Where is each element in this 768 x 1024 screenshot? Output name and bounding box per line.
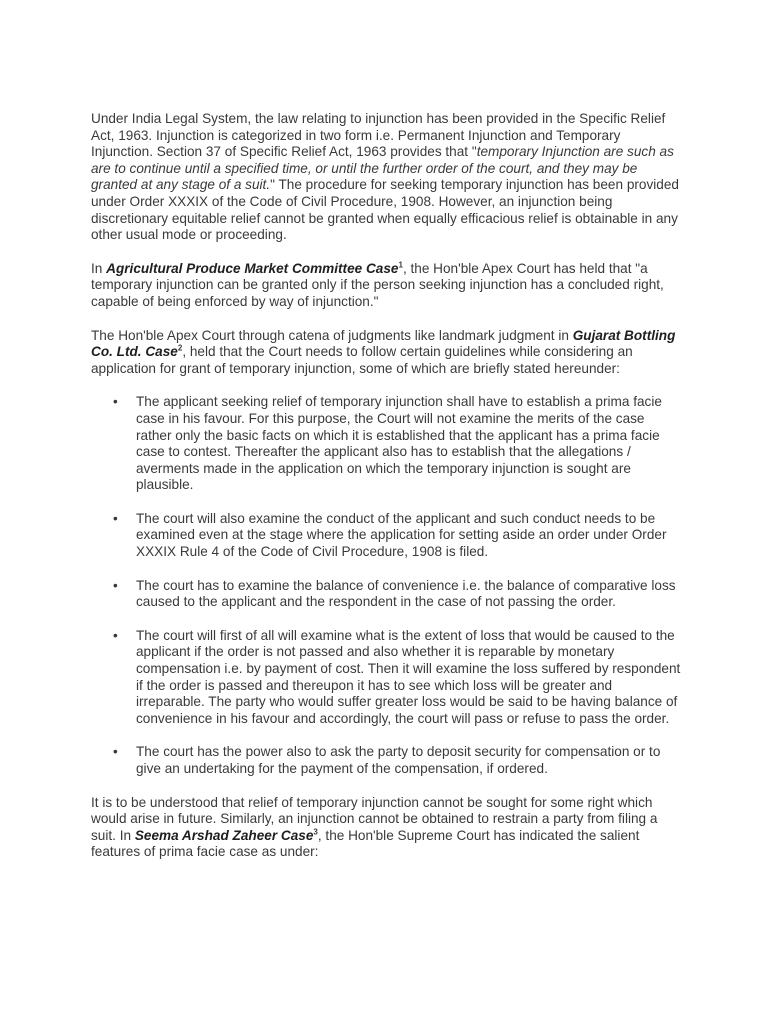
bullet-icon: • bbox=[113, 510, 118, 526]
footnote-ref-2[interactable]: 2 bbox=[177, 343, 183, 353]
gujarat-lead: The Hon'ble Apex Court through catena of judgments like landmark judgment in bbox=[91, 327, 573, 343]
gujarat-paragraph bbox=[91, 328, 681, 378]
list-item bbox=[91, 578, 681, 611]
guidelines-list bbox=[91, 394, 681, 777]
intro-text-a: Under India Legal System, the law relating to injunction has been provided in the Specific Relief Act, 1963. Injunction is categorized in two form i.e. Permanent Injunction and Temporary Injunction. Section 37 of Specific Relief Act, 1963 provides that " bbox=[91, 111, 666, 160]
gujarat-rest: , held that the Court needs to follow certain guidelines while considering an application for grant of temporary injunction, some of which are briefly stated hereunder: bbox=[91, 344, 633, 376]
intro-text-b: " The procedure for seeking temporary injunction has been provided under Order XXXIX of the Code of Civil Procedure, 1908. However, an injunction being discretionary equitable relief cannot be granted when equally efficacious relief is obtainable in any other usual mode or proceeding. bbox=[91, 177, 679, 243]
bullet-icon: • bbox=[113, 577, 118, 593]
apmc-paragraph bbox=[91, 261, 681, 311]
apmc-rest: , the Hon'ble Apex Court has held that "a temporary injunction can be granted only if the person seeking injunction has a concluded right, capable of being enforced by way of injunction." bbox=[91, 260, 664, 309]
case-name-seema: Seema Arshad Zaheer Case bbox=[134, 827, 314, 843]
footnote-ref-3[interactable]: 3 bbox=[313, 827, 318, 837]
footnote-ref-1[interactable]: 1 bbox=[398, 260, 403, 270]
case-name-gujarat: Gujarat Bottling Co. Ltd. Case bbox=[91, 327, 676, 360]
bullet-icon: • bbox=[113, 627, 118, 643]
guideline-text: The applicant seeking relief of temporary injunction shall have to establish a prima facie case in his favour. For this purpose, the Court will not examine the merits of the case rather only the basic facts on which it is established that the applicant has a prima facie case to contest. Thereafter the applicant also has to establish that the allegations / averments made in the application on which the temporary injunction is sought are plausible. bbox=[136, 394, 662, 493]
list-item bbox=[91, 511, 681, 561]
guideline-text: The court has the power also to ask the party to deposit security for compensation or to give an undertaking for the payment of the compensation, if ordered. bbox=[136, 744, 661, 776]
list-item bbox=[91, 628, 681, 728]
closing-lead: It is to be understood that relief of temporary injunction cannot be sought for some right which would arise in future. Similarly, an injunction cannot be obtained to restrain a party from filing a suit. In bbox=[91, 794, 658, 843]
bullet-icon: • bbox=[113, 394, 118, 410]
case-name-apmc: Agricultural Produce Market Committee Case bbox=[106, 260, 399, 276]
closing-paragraph bbox=[91, 795, 681, 861]
guideline-text: The court will first of all will examine what is the extent of loss that would be caused to the applicant if the order is not passed and also whether it is reparable by monetary compensation i.e. by payment of cost. Then it will examine the loss suffered by respondent if the order is passed and thereupon it has to see which loss will be greater and irreparable. The party who would suffer greater loss would be said to be having balance of convenience in his favour and accordingly, the court will pass or refuse to pass the order. bbox=[136, 627, 681, 726]
section-37-quote: temporary Injunction are such as are to continue until a specified time, or until the further order of the court, and they may be granted at any stage of a suit. bbox=[91, 144, 674, 193]
intro-paragraph bbox=[91, 111, 681, 244]
list-item bbox=[91, 744, 681, 777]
bullet-icon: • bbox=[113, 744, 118, 760]
list-item bbox=[91, 394, 681, 494]
guideline-text: The court has to examine the balance of convenience i.e. the balance of comparative loss caused to the applicant and the respondent in the case of not passing the order. bbox=[136, 577, 676, 610]
apmc-lead: In bbox=[91, 260, 107, 276]
document-page bbox=[91, 111, 681, 878]
guideline-text: The court will also examine the conduct of the applicant and such conduct needs to be examined even at the stage where the application for setting aside an order under Order XXXIX Rule 4 of the Code of Civil Procedure, 1908 is filed. bbox=[136, 510, 667, 560]
closing-rest: , the Hon'ble Supreme Court has indicated the salient features of prima facie case as under: bbox=[91, 827, 640, 860]
